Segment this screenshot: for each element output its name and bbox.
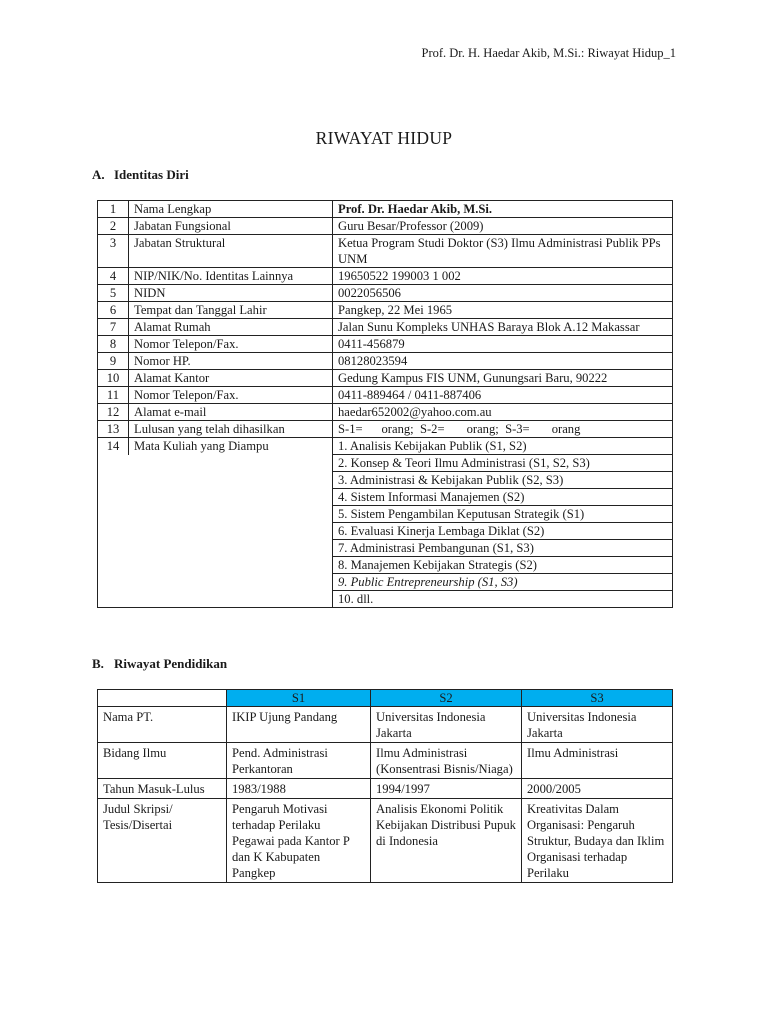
row-number: 1: [98, 201, 129, 218]
identity-row: [98, 421, 673, 438]
course-item: 1. Analisis Kebijakan Publik (S1, S2): [333, 438, 673, 455]
identity-row: [98, 268, 673, 285]
course-row: [98, 574, 673, 591]
field-label: Alamat Rumah: [129, 319, 333, 336]
field-value: Guru Besar/Professor (2009): [333, 218, 673, 235]
row-number: 7: [98, 319, 129, 336]
course-item: 5. Sistem Pengambilan Keputusan Strategik (S1): [333, 506, 673, 523]
identity-table: [97, 200, 673, 608]
cell-s2: Ilmu Administrasi (Konsentrasi Bisnis/Niaga): [371, 743, 522, 779]
education-table: [97, 689, 673, 883]
row-number: 11: [98, 387, 129, 404]
empty-cell: [98, 455, 333, 472]
cell-s3: Universitas Indonesia Jakarta: [522, 707, 673, 743]
row-number: 10: [98, 370, 129, 387]
field-value: 0411-889464 / 0411-887406: [333, 387, 673, 404]
field-value: 19650522 199003 1 002: [333, 268, 673, 285]
section-b-title: Riwayat Pendidikan: [114, 656, 228, 671]
field-value: 08128023594: [333, 353, 673, 370]
identity-row: [98, 285, 673, 302]
cell-s1: IKIP Ujung Pandang: [227, 707, 371, 743]
row-number: 14: [98, 438, 129, 455]
cell-s3: Kreativitas Dalam Organisasi: Pengaruh Struktur, Budaya dan Iklim Organisasi terhadap Perilaku: [522, 799, 673, 883]
section-b-letter: B.: [92, 656, 104, 671]
row-number: 6: [98, 302, 129, 319]
section-b-heading: [92, 656, 227, 672]
row-number: 4: [98, 268, 129, 285]
field-label: Jabatan Fungsional: [129, 218, 333, 235]
identity-row: [98, 387, 673, 404]
empty-cell: [98, 540, 333, 557]
field-value: 0411-456879: [333, 336, 673, 353]
course-item: 4. Sistem Informasi Manajemen (S2): [333, 489, 673, 506]
course-row: [98, 591, 673, 608]
cell-s1: Pend. Administrasi Perkantoran: [227, 743, 371, 779]
field-value: Pangkep, 22 Mei 1965: [333, 302, 673, 319]
empty-cell: [98, 472, 333, 489]
row-label: Bidang Ilmu: [98, 743, 227, 779]
row-number: 5: [98, 285, 129, 302]
row-number: 3: [98, 235, 129, 268]
row-label: Tahun Masuk-Lulus: [98, 779, 227, 799]
header-cell-s1: S1: [227, 690, 371, 707]
row-label: Judul Skripsi/ Tesis/Disertai: [98, 799, 227, 883]
empty-cell: [98, 506, 333, 523]
field-value: S-1= orang; S-2= orang; S-3= orang: [333, 421, 673, 438]
identity-row: [98, 218, 673, 235]
empty-cell: [98, 489, 333, 506]
field-value: 0022056506: [333, 285, 673, 302]
section-a-title: Identitas Diri: [114, 167, 189, 182]
course-item: 2. Konsep & Teori Ilmu Administrasi (S1, S2, S3): [333, 455, 673, 472]
course-row: [98, 540, 673, 557]
field-label: Jabatan Struktural: [129, 235, 333, 268]
course-item: 9. Public Entrepreneurship (S1, S3): [333, 574, 673, 591]
empty-cell: [98, 557, 333, 574]
field-value: Gedung Kampus FIS UNM, Gunungsari Baru, 90222: [333, 370, 673, 387]
course-row: [98, 489, 673, 506]
cell-s2: 1994/1997: [371, 779, 522, 799]
section-a-letter: A.: [92, 167, 105, 182]
row-number: 2: [98, 218, 129, 235]
field-value: Jalan Sunu Kompleks UNHAS Baraya Blok A.12 Makassar: [333, 319, 673, 336]
row-number: 9: [98, 353, 129, 370]
course-item: 10. dll.: [333, 591, 673, 608]
cell-s3: 2000/2005: [522, 779, 673, 799]
running-header: Prof. Dr. H. Haedar Akib, M.Si.: Riwayat Hidup_1: [421, 46, 676, 60]
identity-row: [98, 370, 673, 387]
field-label: Nomor Telepon/Fax.: [129, 336, 333, 353]
field-label: Alamat Kantor: [129, 370, 333, 387]
field-value: Ketua Program Studi Doktor (S3) Ilmu Administrasi Publik PPs UNM: [333, 235, 673, 268]
row-number: 13: [98, 421, 129, 438]
row-label: Nama PT.: [98, 707, 227, 743]
field-label: Nama Lengkap: [129, 201, 333, 218]
course-row: [98, 472, 673, 489]
field-value: Prof. Dr. Haedar Akib, M.Si.: [333, 201, 673, 218]
education-row: [98, 779, 673, 799]
header-cell-empty: [98, 690, 227, 707]
page-title: RIWAYAT HIDUP: [315, 128, 453, 148]
empty-cell: [98, 523, 333, 540]
course-item: 3. Administrasi & Kebijakan Publik (S2, S3): [333, 472, 673, 489]
identity-row: [98, 438, 673, 455]
field-label: Mata Kuliah yang Diampu: [129, 438, 333, 455]
education-row: [98, 799, 673, 883]
field-label: Tempat dan Tanggal Lahir: [129, 302, 333, 319]
cell-s1: Pengaruh Motivasi terhadap Perilaku Pegawai pada Kantor P dan K Kabupaten Pangkep: [227, 799, 371, 883]
header-cell-s3: S3: [522, 690, 673, 707]
course-row: [98, 523, 673, 540]
section-a-heading: [92, 167, 189, 183]
education-row: [98, 707, 673, 743]
identity-row: [98, 235, 673, 268]
email-value: haedar652002@yahoo.com.au: [333, 404, 673, 421]
field-label: NIDN: [129, 285, 333, 302]
cell-s2: Universitas Indonesia Jakarta: [371, 707, 522, 743]
identity-row: [98, 353, 673, 370]
course-item: 6. Evaluasi Kinerja Lembaga Diklat (S2): [333, 523, 673, 540]
identity-row: [98, 404, 673, 421]
row-number: 12: [98, 404, 129, 421]
course-item: 7. Administrasi Pembangunan (S1, S3): [333, 540, 673, 557]
course-row: [98, 557, 673, 574]
cell-s2: Analisis Ekonomi Politik Kebijakan Distribusi Pupuk di Indonesia: [371, 799, 522, 883]
identity-row: [98, 319, 673, 336]
course-row: [98, 455, 673, 472]
identity-row: [98, 336, 673, 353]
education-header-row: [98, 690, 673, 707]
field-label: NIP/NIK/No. Identitas Lainnya: [129, 268, 333, 285]
header-cell-s2: S2: [371, 690, 522, 707]
field-label: Nomor HP.: [129, 353, 333, 370]
empty-cell: [98, 574, 333, 591]
identity-row: [98, 201, 673, 218]
course-row: [98, 506, 673, 523]
cell-s1: 1983/1988: [227, 779, 371, 799]
field-label: Nomor Telepon/Fax.: [129, 387, 333, 404]
course-item: 8. Manajemen Kebijakan Strategis (S2): [333, 557, 673, 574]
field-label: Lulusan yang telah dihasilkan: [129, 421, 333, 438]
empty-cell: [98, 591, 333, 608]
field-label: Alamat e-mail: [129, 404, 333, 421]
identity-row: [98, 302, 673, 319]
cell-s3: Ilmu Administrasi: [522, 743, 673, 779]
row-number: 8: [98, 336, 129, 353]
education-row: [98, 743, 673, 779]
